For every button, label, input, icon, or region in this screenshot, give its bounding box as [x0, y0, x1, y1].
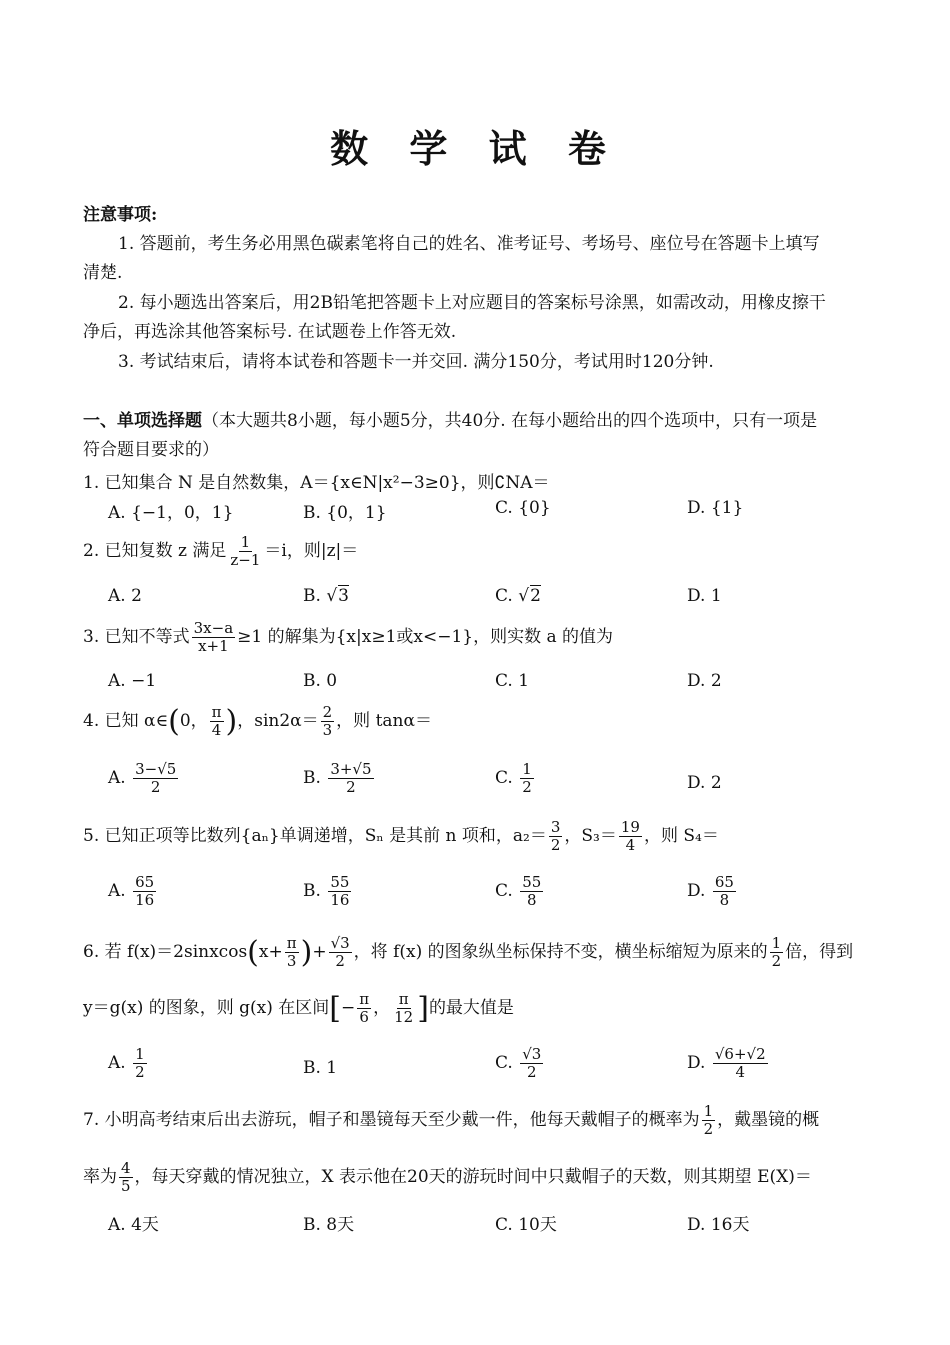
section-1-heading: 一、单项选择题	[83, 411, 202, 431]
q6-root-den: 2	[335, 952, 345, 970]
q7-option-a: A. 4天	[108, 1215, 159, 1235]
q6-half-den: 2	[771, 952, 782, 970]
q6-option-a-label: A.	[108, 1053, 126, 1073]
q4-frac-den: 3	[322, 721, 333, 739]
q5-option-c-label: C.	[495, 881, 513, 901]
q4-frac-num: 2	[322, 703, 333, 721]
q4-option-c-label: C.	[495, 768, 513, 788]
q4-left-paren: (	[168, 704, 180, 739]
q7-option-d: D. 16天	[687, 1215, 750, 1235]
q5-b-num: 55	[330, 873, 350, 891]
section-1-header	[83, 409, 892, 433]
q5-s3-den: 4	[625, 836, 636, 854]
q3-option-a: A. −1	[108, 671, 157, 691]
q2-option-c-label: C.	[495, 586, 519, 606]
q6-stem: 6. 若 f(x)＝2sinxcos	[83, 942, 248, 962]
q4-pi-den: 4	[211, 721, 222, 739]
q1-option-b: B. {0，1}	[303, 503, 387, 523]
q5-stem-end: ，则 S₄＝	[643, 826, 719, 846]
q5-option-b-fraction	[328, 874, 351, 909]
q6-option-c-label: C.	[495, 1053, 513, 1073]
q6-high-pi: π	[398, 990, 409, 1008]
q3-option-c: C. 1	[495, 671, 530, 691]
q4-c-num: 1	[522, 760, 532, 778]
q4-option-c-fraction	[520, 761, 534, 796]
q4-right-paren: )	[225, 704, 238, 739]
q6-right-bracket: ]	[417, 991, 429, 1026]
q5-c-den: 8	[526, 891, 537, 909]
q6-plus: +	[312, 942, 327, 962]
q4-fraction	[321, 704, 335, 739]
q6-inner: x+	[258, 942, 283, 962]
q5-a-den: 16	[135, 891, 155, 909]
section-1-desc-cont: 符合题目要求的）	[83, 440, 219, 460]
q4-option-a	[108, 761, 180, 796]
q7-option-b: B. 8天	[303, 1215, 355, 1235]
q5-option-a	[108, 874, 158, 909]
question-6-line-2	[83, 991, 514, 1026]
q4-option-a-label: A.	[108, 768, 126, 788]
question-1: 1. 已知集合 N 是自然数集，A＝{x∈N|x²−3≥0}，则∁NA＝	[83, 473, 550, 493]
q6-low-den: 6	[359, 1008, 369, 1026]
q6-option-c	[495, 1046, 545, 1081]
q2-option-a: A. 2	[108, 586, 142, 606]
question-4	[83, 704, 432, 739]
q4-stem: 4. 已知 α∈	[83, 711, 169, 731]
q6-high-den: 12	[394, 1008, 414, 1026]
q6-stem-end: 倍，得到	[785, 942, 854, 962]
q3-frac-den: x+1	[198, 637, 229, 655]
q4-option-b	[303, 761, 376, 796]
q2-option-d: D. 1	[687, 586, 722, 606]
q6-den3: 3	[286, 952, 297, 970]
q3-fraction	[192, 620, 236, 655]
q5-option-d-label: D.	[687, 881, 706, 901]
question-7-line-2	[83, 1160, 812, 1195]
notice-item-2-cont: 净后，再选涂其他答案标号. 在试题卷上作答无效.	[83, 322, 457, 342]
q6-option-a	[108, 1046, 149, 1081]
q4-option-d: D. 2	[687, 773, 722, 793]
q6-low-pi: π	[359, 990, 370, 1008]
q6-half-fraction	[770, 935, 784, 970]
q6-comma: ，	[373, 998, 391, 1018]
q4-option-c	[495, 761, 536, 796]
question-5	[83, 819, 719, 854]
q5-option-b	[303, 874, 353, 909]
q7-line2-stem: 率为	[83, 1167, 117, 1187]
q2-option-b-label: B.	[303, 586, 327, 606]
section-1-desc: （本大题共8小题，每小题5分，共40分. 在每小题给出的四个选项中，只有一项是	[202, 411, 818, 431]
q6-pi3-fraction	[285, 935, 299, 970]
q4-sin-text: ，sin2α＝	[237, 711, 319, 731]
q5-a-num: 65	[135, 873, 155, 891]
q6-pi: π	[286, 934, 297, 952]
q5-s3-num: 19	[620, 818, 640, 836]
q5-d-den: 8	[719, 891, 730, 909]
q5-a2-num: 3	[550, 818, 561, 836]
q6-option-c-fraction	[520, 1046, 543, 1081]
q4-option-a-fraction	[133, 761, 178, 796]
question-3	[83, 620, 613, 655]
q7-p1-num: 1	[703, 1102, 714, 1120]
q2-frac-den: z−1	[230, 551, 261, 569]
q6-option-b: B. 1	[303, 1058, 338, 1078]
q6-root-num: √3	[330, 934, 350, 952]
q1-option-c: C. {0}	[495, 498, 551, 518]
q7-p2-num: 4	[121, 1159, 131, 1177]
q5-a2-fraction	[549, 819, 563, 854]
page-title: 数 学 试 卷	[330, 126, 620, 171]
q4-option-b-label: B.	[303, 768, 321, 788]
q5-s3-text: ，S₃＝	[564, 826, 617, 846]
q6-root-fraction	[329, 935, 352, 970]
q2-option-c: C. √2	[495, 586, 541, 606]
q3-stem-end: ≥1 的解集为{x|x≥1或x<−1}，则实数 a 的值为	[237, 627, 614, 647]
q6-right-paren: )	[300, 935, 313, 970]
q7-stem-end: ，戴墨镜的概	[717, 1110, 820, 1130]
q5-option-d-fraction	[713, 874, 736, 909]
q6-left-bracket: [	[329, 991, 342, 1026]
q6-interval-high	[392, 991, 415, 1026]
q4-option-b-fraction	[328, 761, 373, 796]
q2-option-b-radicand: 3	[338, 586, 349, 606]
q1-option-d: D. {1}	[687, 498, 744, 518]
q5-d-num: 65	[714, 873, 734, 891]
notice-item-2: 2. 每小题选出答案后，用2B铅笔把答题卡上对应题目的答案标号涂黑，如需改动，用橡皮擦干	[118, 293, 826, 313]
q6-minus: −	[341, 998, 356, 1018]
q6-left-paren: (	[247, 935, 259, 970]
q6-c-den: 2	[527, 1063, 537, 1081]
q7-line2-end: ，每天穿戴的情况独立，X 表示他在20天的游玩时间中只戴帽子的天数，则其期望 E(X)＝	[134, 1167, 812, 1187]
q6-option-a-fraction	[133, 1046, 147, 1081]
q2-stem: 2. 已知复数 z 满足	[83, 541, 227, 561]
q2-fraction	[228, 534, 262, 569]
q6-d-den: 4	[735, 1063, 745, 1081]
notice-heading: 注意事项:	[83, 205, 158, 225]
q7-stem: 7. 小明高考结束后出去游玩，帽子和墨镜每天至少戴一件，他每天戴帽子的概率为	[83, 1110, 700, 1130]
q6-option-d-fraction	[713, 1046, 768, 1081]
q6-a-den: 2	[135, 1063, 145, 1081]
q7-p2-fraction	[119, 1160, 133, 1195]
q4-b-den: 2	[346, 778, 356, 796]
q6-option-d-label: D.	[687, 1053, 706, 1073]
q6-option-d	[687, 1046, 770, 1081]
q4-a-num: 3−√5	[135, 760, 177, 778]
q5-option-a-fraction	[133, 874, 156, 909]
q2-stem-end: ＝i，则|z|＝	[264, 541, 359, 561]
q6-line2-stem: y＝g(x) 的图象，则 g(x) 在区间	[83, 998, 330, 1018]
q3-option-b: B. 0	[303, 671, 338, 691]
q2-frac-num: 1	[240, 533, 251, 551]
q5-b-den: 16	[330, 891, 350, 909]
q7-p1-fraction	[702, 1103, 716, 1138]
q1-option-a: A. {−1，0，1}	[108, 503, 234, 523]
q6-line2-end: 的最大值是	[428, 998, 514, 1018]
question-2	[83, 534, 358, 569]
notice-item-1-cont: 清楚.	[83, 263, 123, 283]
q2-option-c-radicand: 2	[530, 586, 541, 606]
q5-s3-fraction	[619, 819, 642, 854]
notice-item-3: 3. 考试结束后，请将本试卷和答题卡一并交回. 满分150分，考试用时120分钟.	[118, 352, 714, 372]
q6-a-num: 1	[135, 1045, 145, 1063]
q7-p2-den: 5	[121, 1177, 131, 1195]
q4-interval-start: 0，	[179, 711, 208, 731]
q3-frac-num: 3x−a	[193, 619, 234, 637]
q6-interval-low	[357, 991, 371, 1026]
q5-stem: 5. 已知正项等比数列{aₙ}单调递增，Sₙ 是其前 n 项和，a₂＝	[83, 826, 547, 846]
q5-option-c	[495, 874, 545, 909]
q5-option-b-label: B.	[303, 881, 321, 901]
q5-option-a-label: A.	[108, 881, 126, 901]
q4-b-num: 3+√5	[330, 760, 372, 778]
q5-c-num: 55	[522, 873, 542, 891]
question-7	[83, 1103, 819, 1138]
q4-c-den: 2	[522, 778, 532, 796]
q6-stem-mid: ，将 f(x) 的图象纵坐标保持不变，横坐标缩短为原来的	[353, 942, 768, 962]
q5-option-d	[687, 874, 738, 909]
q4-pi-fraction	[210, 704, 224, 739]
q7-p1-den: 2	[703, 1120, 714, 1138]
q5-a2-den: 2	[550, 836, 561, 854]
q5-option-c-fraction	[520, 874, 543, 909]
q2-option-b: B. √3	[303, 586, 349, 606]
q4-pi-num: π	[211, 703, 222, 721]
q6-d-num: √6+√2	[714, 1045, 766, 1063]
question-6	[83, 935, 853, 970]
q4-a-den: 2	[150, 778, 161, 796]
q3-stem: 3. 已知不等式	[83, 627, 190, 647]
notice-item-1: 1. 答题前，考生务必用黑色碳素笔将自己的姓名、准考证号、考场号、座位号在答题卡上填写	[118, 234, 820, 254]
q6-c-num: √3	[522, 1045, 542, 1063]
q6-half-num: 1	[771, 934, 782, 952]
q7-option-c: C. 10天	[495, 1215, 557, 1235]
q4-stem-end: ，则 tanα＝	[336, 711, 432, 731]
q3-option-d: D. 2	[687, 671, 722, 691]
